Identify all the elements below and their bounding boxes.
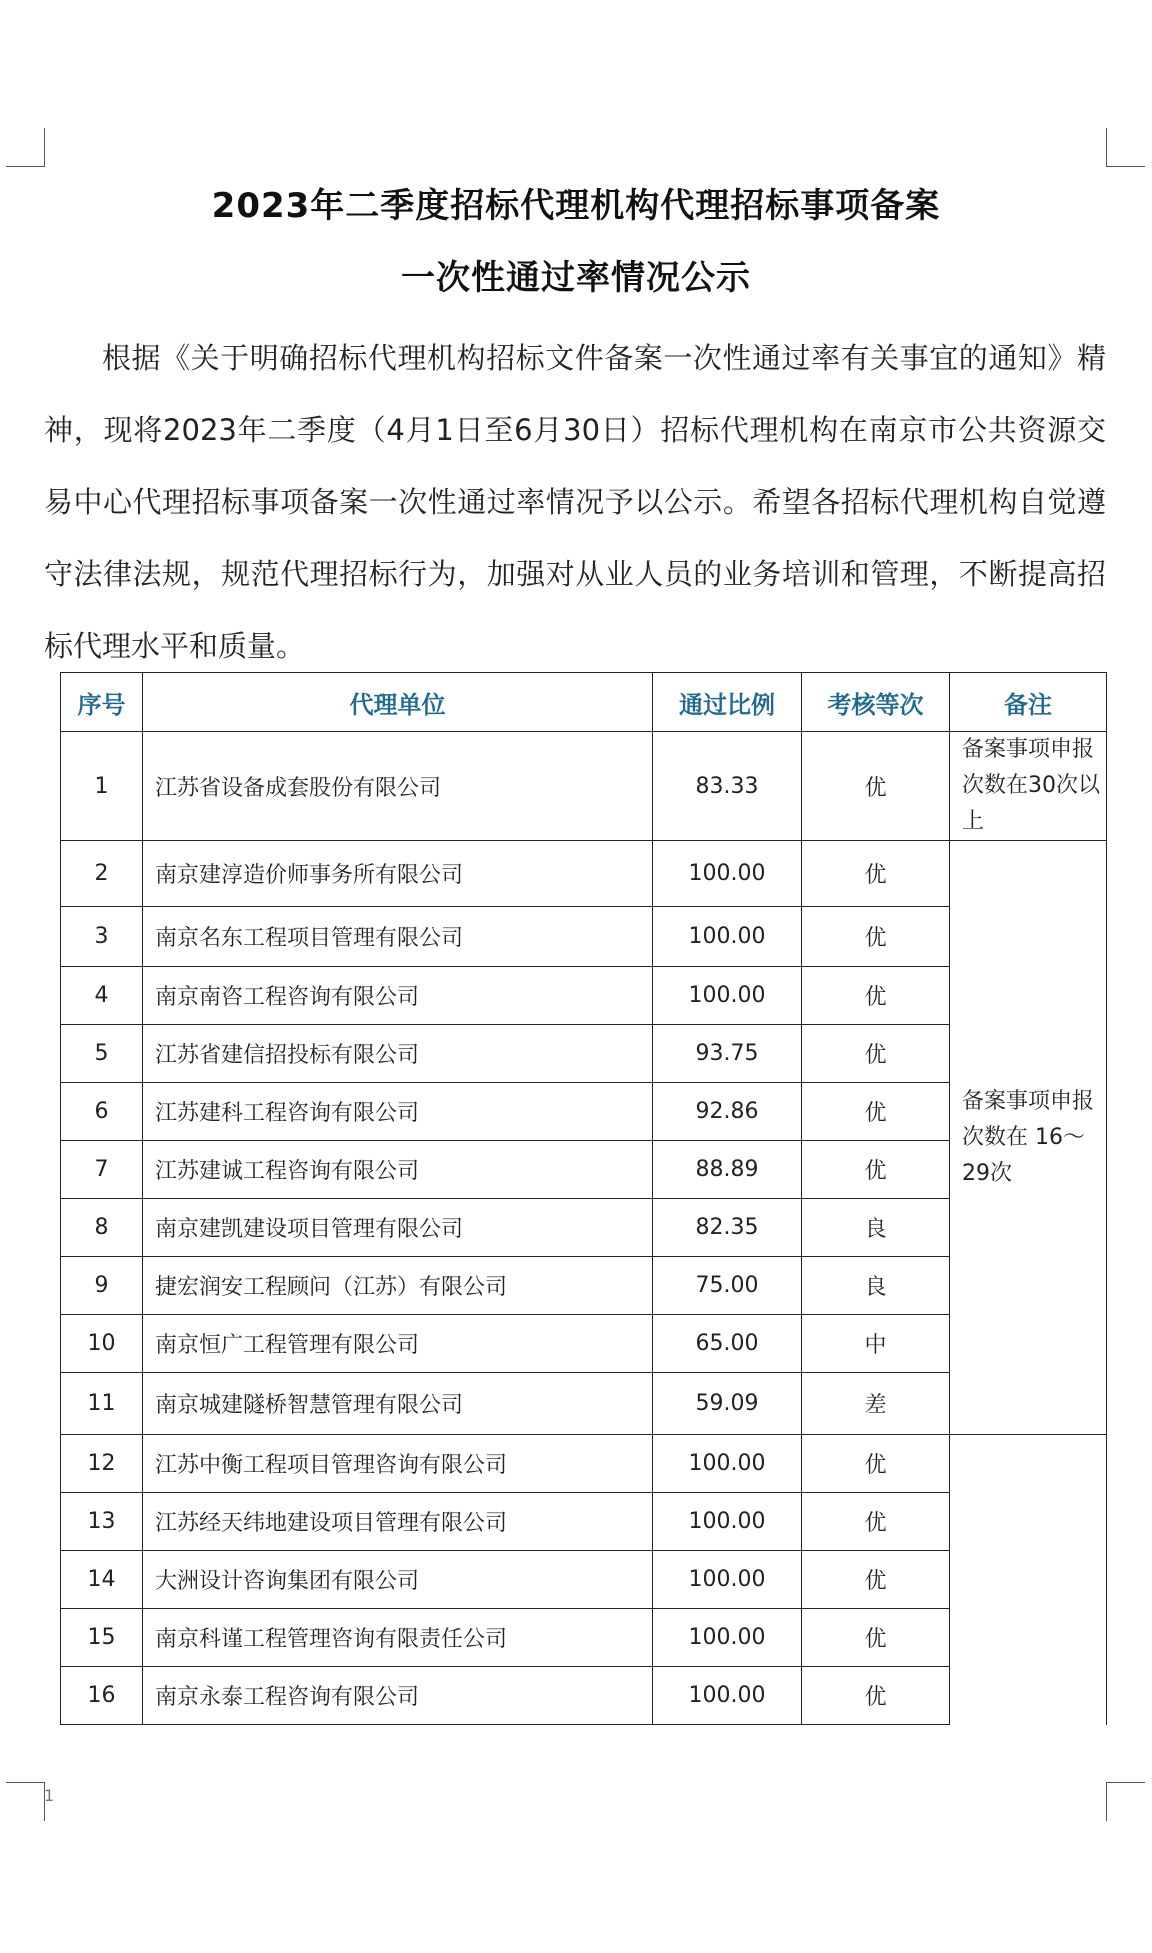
table-row bbox=[61, 1435, 1107, 1493]
agency-table bbox=[60, 672, 1107, 1725]
note-group-16-29: 备案事项申报次数在 16～29次 bbox=[950, 841, 1107, 1435]
row-number: 10 bbox=[61, 1315, 143, 1373]
grade: 优 bbox=[802, 1083, 950, 1141]
row-number: 4 bbox=[61, 967, 143, 1025]
pass-rate: 75.00 bbox=[653, 1257, 802, 1315]
header-no: 序号 bbox=[61, 673, 143, 732]
pass-rate: 65.00 bbox=[653, 1315, 802, 1373]
crop-mark-top-right bbox=[1106, 128, 1145, 167]
pass-rate: 100.00 bbox=[653, 1493, 802, 1551]
row-number: 2 bbox=[61, 841, 143, 907]
agency-name: 南京城建隧桥智慧管理有限公司 bbox=[143, 1373, 653, 1435]
grade: 优 bbox=[802, 1609, 950, 1667]
grade: 优 bbox=[802, 732, 950, 841]
row-number: 1 bbox=[61, 732, 143, 841]
agency-name: 南京建凯建设项目管理有限公司 bbox=[143, 1199, 653, 1257]
grade: 良 bbox=[802, 1199, 950, 1257]
grade: 优 bbox=[802, 1551, 950, 1609]
row-number: 16 bbox=[61, 1667, 143, 1725]
grade: 中 bbox=[802, 1315, 950, 1373]
agency-name: 南京科谨工程管理咨询有限责任公司 bbox=[143, 1609, 653, 1667]
row-number: 7 bbox=[61, 1141, 143, 1199]
note-group-empty bbox=[950, 1435, 1107, 1725]
grade: 优 bbox=[802, 907, 950, 967]
grade: 优 bbox=[802, 1141, 950, 1199]
pass-rate: 92.86 bbox=[653, 1083, 802, 1141]
row-number: 3 bbox=[61, 907, 143, 967]
row-number: 5 bbox=[61, 1025, 143, 1083]
agency-name: 大洲设计咨询集团有限公司 bbox=[143, 1551, 653, 1609]
pass-rate: 83.33 bbox=[653, 732, 802, 841]
row-number: 14 bbox=[61, 1551, 143, 1609]
note-group-30-plus: 备案事项申报次数在30次以上 bbox=[950, 732, 1107, 841]
grade: 优 bbox=[802, 1025, 950, 1083]
pass-rate: 93.75 bbox=[653, 1025, 802, 1083]
document-title-line-2: 一次性通过率情况公示 bbox=[401, 258, 751, 298]
grade: 优 bbox=[802, 1435, 950, 1493]
crop-mark-top-left bbox=[6, 128, 45, 167]
table-row bbox=[61, 732, 1107, 841]
row-number: 6 bbox=[61, 1083, 143, 1141]
pass-rate: 100.00 bbox=[653, 1609, 802, 1667]
pass-rate: 100.00 bbox=[653, 1667, 802, 1725]
pass-rate: 100.00 bbox=[653, 907, 802, 967]
grade: 优 bbox=[802, 1493, 950, 1551]
header-agency: 代理单位 bbox=[143, 673, 653, 732]
header-rate: 通过比例 bbox=[653, 673, 802, 732]
row-number: 8 bbox=[61, 1199, 143, 1257]
document-title-line-1: 2023年二季度招标代理机构代理招标事项备案 bbox=[211, 186, 941, 226]
pass-rate: 100.00 bbox=[653, 841, 802, 907]
agency-name: 江苏经天纬地建设项目管理有限公司 bbox=[143, 1493, 653, 1551]
grade: 优 bbox=[802, 967, 950, 1025]
table-header-row bbox=[61, 673, 1107, 732]
intro-paragraph: 根据《关于明确招标代理机构招标文件备案一次性通过率有关事宜的通知》精神，现将2023年二季度（4月1日至6月30日）招标代理机构在南京市公共资源交易中心代理招标事项备案一次性通过率情况予以公示。希望各招标代理机构自觉遵守法律法规，规范代理招标行为，加强对从业人员的业务培训和管理，不断提高招标代理水平和质量。 bbox=[44, 341, 1106, 663]
agency-name: 江苏省建信招投标有限公司 bbox=[143, 1025, 653, 1083]
agency-name: 南京永泰工程咨询有限公司 bbox=[143, 1667, 653, 1725]
crop-mark-bottom-left bbox=[6, 1782, 45, 1821]
agency-name: 南京南咨工程咨询有限公司 bbox=[143, 967, 653, 1025]
grade: 差 bbox=[802, 1373, 950, 1435]
row-number: 11 bbox=[61, 1373, 143, 1435]
page-number: 1 bbox=[44, 1786, 55, 1805]
pass-rate: 82.35 bbox=[653, 1199, 802, 1257]
pass-rate: 88.89 bbox=[653, 1141, 802, 1199]
row-number: 9 bbox=[61, 1257, 143, 1315]
pass-rate: 100.00 bbox=[653, 1551, 802, 1609]
agency-name: 南京名东工程项目管理有限公司 bbox=[143, 907, 653, 967]
row-number: 13 bbox=[61, 1493, 143, 1551]
table-row bbox=[61, 841, 1107, 907]
pass-rate: 59.09 bbox=[653, 1373, 802, 1435]
agency-name: 江苏建科工程咨询有限公司 bbox=[143, 1083, 653, 1141]
agency-name: 南京恒广工程管理有限公司 bbox=[143, 1315, 653, 1373]
row-number: 12 bbox=[61, 1435, 143, 1493]
agency-name: 江苏中衡工程项目管理咨询有限公司 bbox=[143, 1435, 653, 1493]
agency-name: 江苏省设备成套股份有限公司 bbox=[143, 732, 653, 841]
row-number: 15 bbox=[61, 1609, 143, 1667]
header-grade: 考核等次 bbox=[802, 673, 950, 732]
grade: 优 bbox=[802, 841, 950, 907]
header-note: 备注 bbox=[950, 673, 1107, 732]
pass-rate: 100.00 bbox=[653, 967, 802, 1025]
crop-mark-bottom-right bbox=[1106, 1782, 1145, 1821]
agency-name: 江苏建诚工程咨询有限公司 bbox=[143, 1141, 653, 1199]
grade: 良 bbox=[802, 1257, 950, 1315]
agency-name: 南京建淳造价师事务所有限公司 bbox=[143, 841, 653, 907]
agency-name: 捷宏润安工程顾问（江苏）有限公司 bbox=[143, 1257, 653, 1315]
grade: 优 bbox=[802, 1667, 950, 1725]
pass-rate: 100.00 bbox=[653, 1435, 802, 1493]
